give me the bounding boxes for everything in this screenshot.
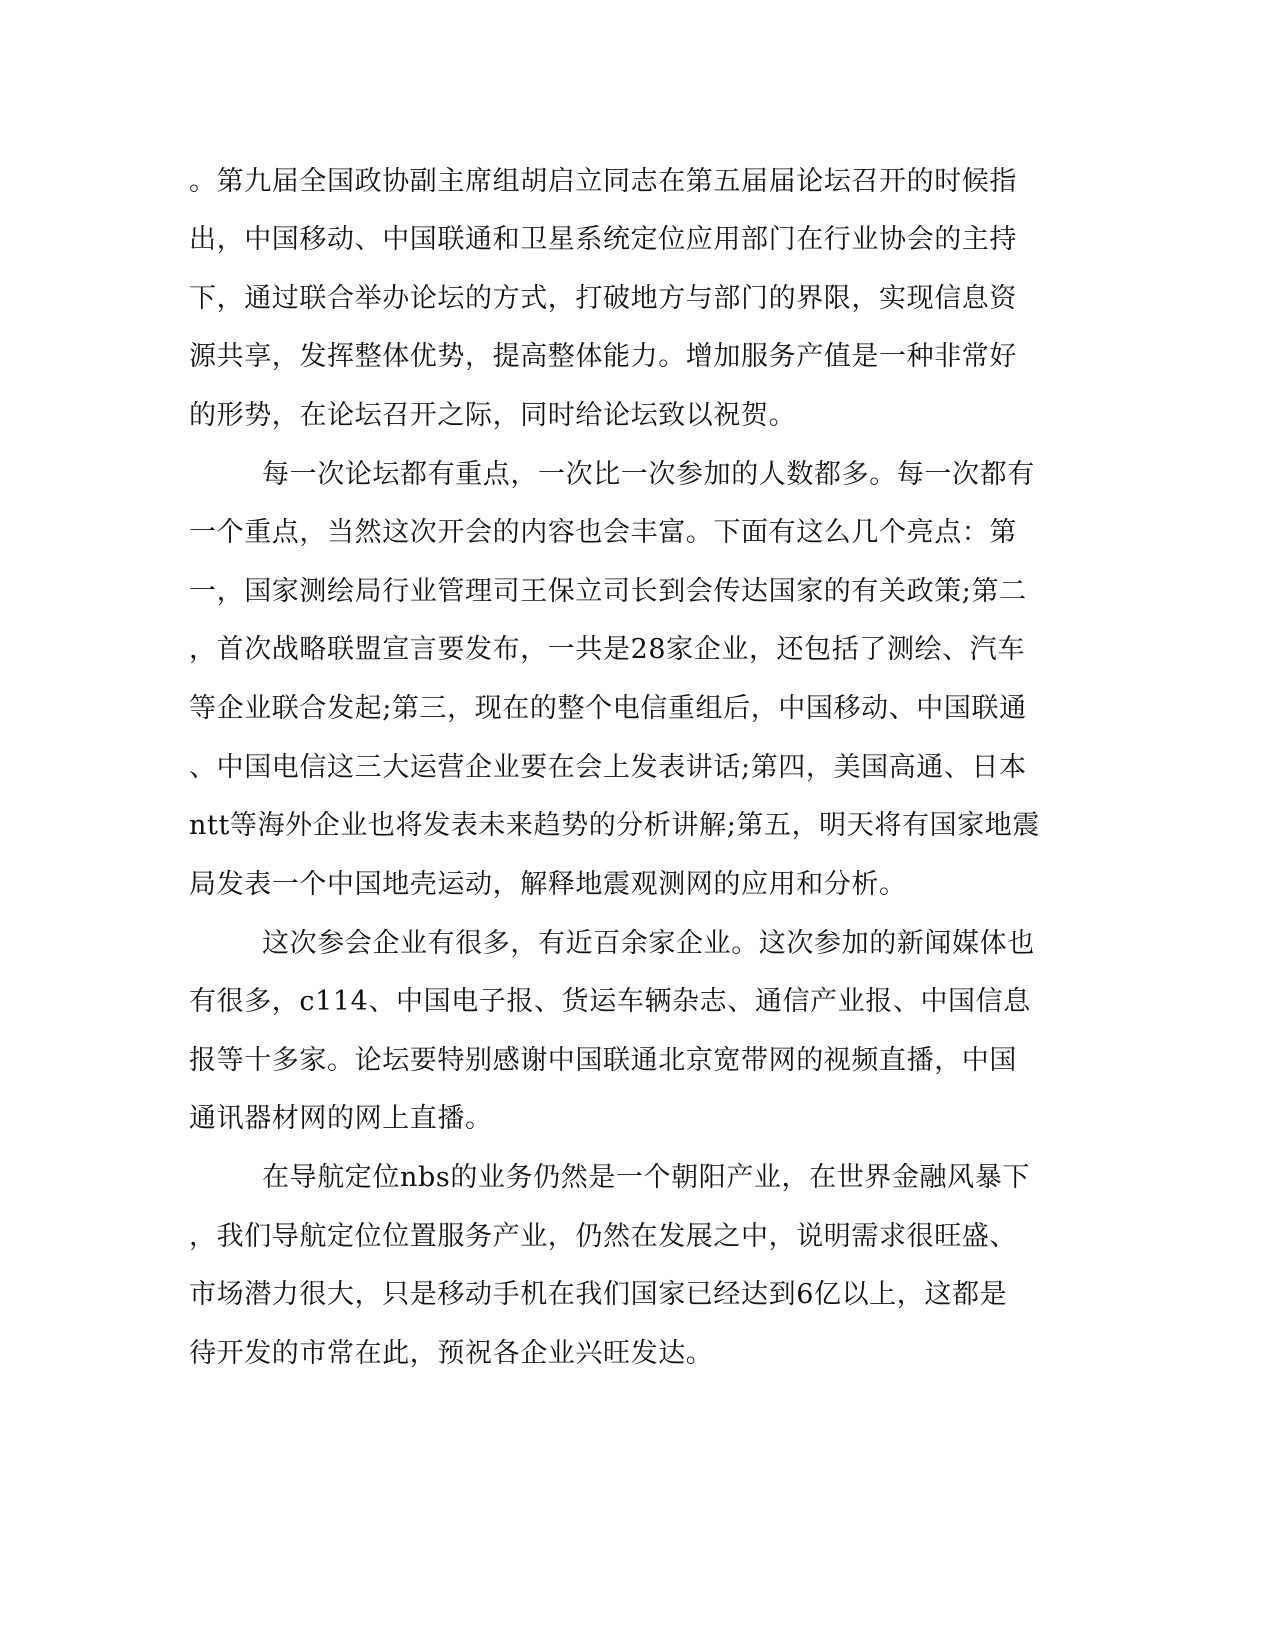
text-line: ，首次战略联盟宣言要发布，一共是28家企业，还包括了测绘、汽车 [189,634,1025,665]
text-line: 下，通过联合举办论坛的方式，打破地方与部门的界限，实现信息资 [189,283,1017,314]
text-line: 报等十多家。论坛要特别感谢中国联通北京宽带网的视频直播，中国 [189,1045,1017,1076]
text-line: 这次参会企业有很多，有近百余家企业。这次参加的新闻媒体也 [262,928,1035,959]
text-line: 、中国电信这三大运营企业要在会上发表讲话;第四，美国高通、日本 [189,752,1027,783]
text-line: 局发表一个中国地壳运动，解释地震观测网的应用和分析。 [189,869,907,900]
text-line: 每一次论坛都有重点，一次比一次参加的人数都多。每一次都有 [262,459,1035,490]
text-line: 在导航定位nbs的业务仍然是一个朝阳产业，在世界金融风暴下 [262,1162,1030,1193]
text-line: 出，中国移动、中国联通和卫星系统定位应用部门在行业协会的主持 [189,224,1017,255]
text-line: ntt等海外企业也将发表未来趋势的分析讲解;第五，明天将有国家地震 [189,810,1040,841]
text-line: 一，国家测绘局行业管理司王保立司长到会传达国家的有关政策;第二 [189,576,1027,607]
text-line: 等企业联合发起;第三，现在的整个电信重组后，中国移动、中国联通 [189,693,1027,724]
text-line: 源共享，发挥整体优势，提高整体能力。增加服务产值是一种非常好 [189,341,1017,372]
text-line: 通讯器材网的网上直播。 [189,1103,493,1134]
text-line: 。第九届全国政协副主席组胡启立同志在第五届届论坛召开的时候指 [189,166,1017,197]
text-line: ，我们导航定位位置服务产业，仍然在发展之中，说明需求很旺盛、 [189,1221,1017,1252]
text-line: 市场潜力很大，只是移动手机在我们国家已经达到6亿以上，这都是 [189,1279,1008,1310]
text-line: 有很多，c114、中国电子报、货运车辆杂志、通信产业报、中国信息 [189,986,1031,1017]
text-line: 待开发的市常在此，预祝各企业兴旺发达。 [189,1338,714,1369]
text-line: 一个重点，当然这次开会的内容也会丰富。下面有这么几个亮点：第 [189,517,1017,548]
text-line: 的形势，在论坛召开之际，同时给论坛致以祝贺。 [189,400,797,431]
